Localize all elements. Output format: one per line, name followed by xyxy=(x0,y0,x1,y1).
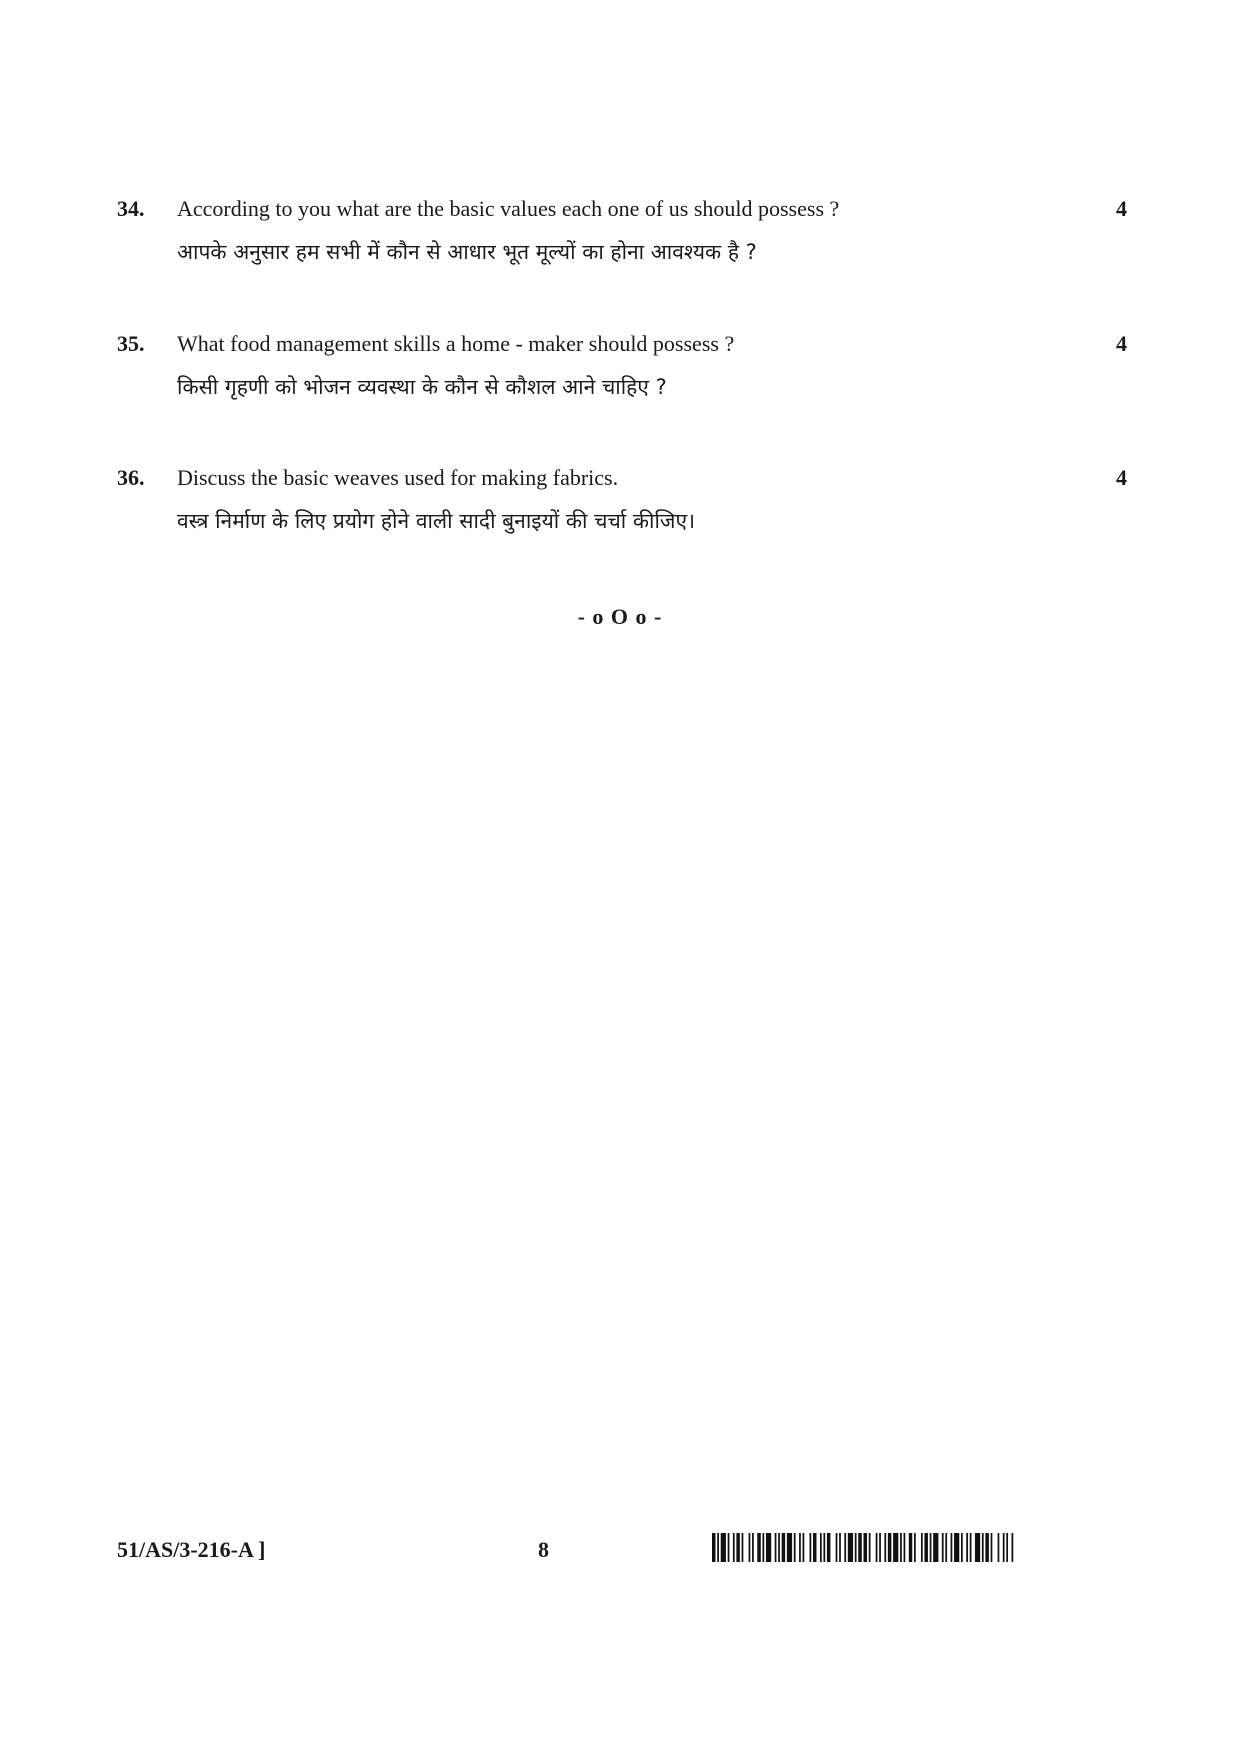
page-number: 8 xyxy=(538,1537,549,1562)
question-number: 35. xyxy=(117,331,145,356)
barcode-icon xyxy=(712,1533,1015,1562)
question-text-english: What food management skills a home - maker should possess ? xyxy=(177,331,735,356)
question-number: 34. xyxy=(117,196,145,221)
question-text-hindi: किसी गृहणी को भोजन व्यवस्था के कौन से कौशल आने चाहिए ? xyxy=(177,375,667,399)
question-text-hindi: आपके अनुसार हम सभी में कौन से आधार भूत मूल्यों का होना आवश्यक है ? xyxy=(177,240,757,264)
question-text-hindi: वस्त्र निर्माण के लिए प्रयोग होने वाली सादी बुनाइयों की चर्चा कीजिए। xyxy=(177,509,696,533)
question-marks: 4 xyxy=(1116,196,1127,221)
question-marks: 4 xyxy=(1116,331,1127,356)
question-marks: 4 xyxy=(1116,465,1127,490)
paper-code: 51/AS/3-216-A ] xyxy=(117,1537,266,1562)
question-text-english: According to you what are the basic values each one of us should possess ? xyxy=(177,196,840,221)
end-of-paper-mark: - o O o - xyxy=(577,604,663,629)
question-number: 36. xyxy=(117,465,145,490)
question-text-english: Discuss the basic weaves used for making fabrics. xyxy=(177,465,619,490)
